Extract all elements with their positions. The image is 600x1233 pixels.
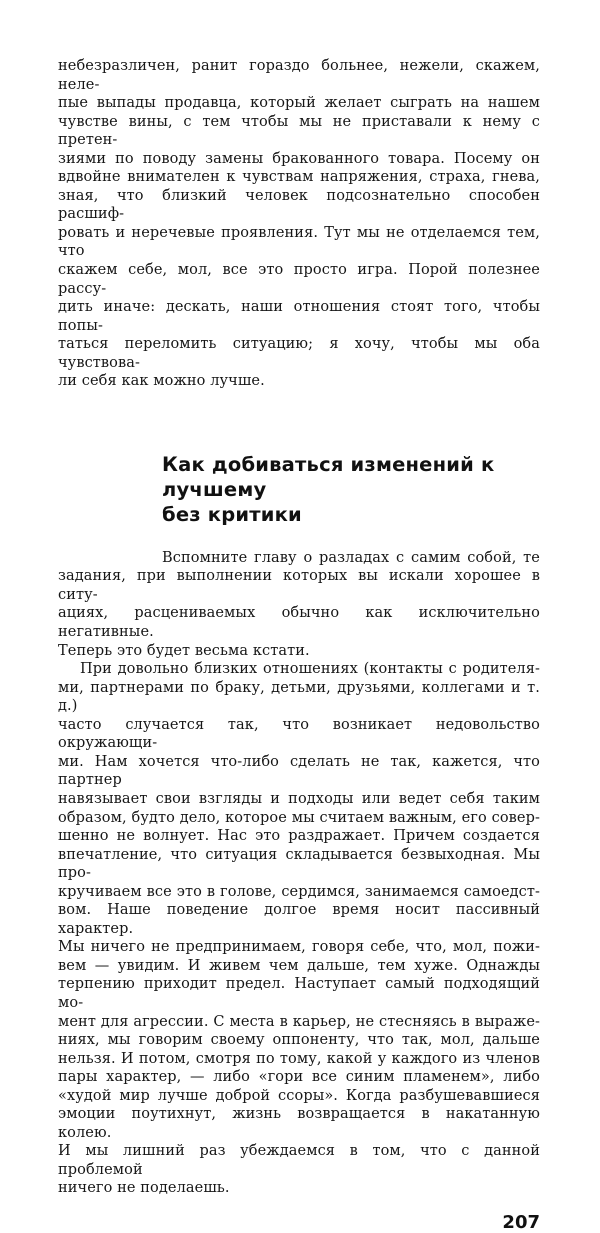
text-line: ациях, расцениваемых обычно как исключительно негативные. — [58, 605, 540, 641]
text-line: мент для агрессии. С места в карьер, не стесняясь в выраже- — [58, 1013, 540, 1030]
section-heading — [162, 452, 540, 527]
text-line: скажем себе, мол, все это просто игра. Порой полезнее рассу- — [58, 262, 540, 297]
page-number: 207 — [502, 1211, 540, 1233]
text-line: При довольно близких отношениях (контакты с родителя- — [80, 661, 540, 678]
text-line: образом, будто дело, которое мы считаем важным, его совер- — [58, 809, 540, 826]
text-line: задания, при выполнении которых вы искали хорошее в ситу- — [58, 568, 540, 603]
text-line: Теперь это будет весьма кстати. — [58, 642, 310, 659]
text-line: вем — увидим. И живем чем дальше, тем хуже. Однажды — [58, 957, 540, 974]
text-line: навязывает свои взгляды и подходы или ведет себя таким — [58, 790, 540, 807]
text-column — [58, 57, 540, 1233]
text-line: ли себя как можно лучше. — [58, 373, 265, 390]
text-line: вом. Наше поведение долгое время носит пассивный характер. — [58, 902, 540, 937]
text-line: шенно не волнует. Нас это раздражает. Причем создается — [58, 828, 540, 845]
text-line: терпению приходит предел. Наступает самый подходящий мо- — [58, 976, 540, 1011]
text-line: «худой мир лучше доброй ссоры». Когда разбушевавшиеся — [58, 1087, 540, 1104]
text-line: небезразличен, ранит гораздо больнее, нежели, скажем, неле- — [58, 58, 540, 93]
text-line: ми, партнерами по браку, детьми, друзьями, коллегами и т. д.) — [58, 679, 540, 715]
text-line: ниях, мы говорим своему оппоненту, что так, мол, дальше — [58, 1032, 540, 1049]
section-heading-line: без критики — [162, 502, 302, 526]
text-line: ровать и неречевые проявления. Тут мы не отделаемся тем, что — [58, 224, 540, 260]
text-line: Вспомните главу о разладах с самим собой, те — [162, 549, 540, 566]
text-line: кручиваем все это в голове, сердимся, занимаемся самоедст- — [58, 883, 540, 900]
text-line: вдвойне внимателен к чувствам напряжения, страха, гнева, — [58, 169, 540, 186]
text-line: пые выпады продавца, который желает сыграть на нашем — [58, 95, 540, 112]
text-line: впечатление, что ситуация складывается безвыходная. Мы про- — [58, 846, 540, 882]
section-heading-line: Как добиваться изменений к лучшему — [162, 452, 495, 501]
text-line: дить иначе: дескать, наши отношения стоят того, чтобы попы- — [58, 299, 540, 334]
text-line: нельзя. И потом, смотря по тому, какой у каждого из членов — [58, 1050, 540, 1067]
paragraph-intro-continuation — [58, 57, 540, 391]
text-line: И мы лишний раз убеждаемся в том, что с данной проблемой — [58, 1143, 540, 1178]
text-line: таться переломить ситуацию; я хочу, чтобы мы оба чувствова- — [58, 336, 540, 371]
text-line: ми. Нам хочется что-либо сделать не так, кажется, что партнер — [58, 753, 540, 789]
paragraph-2 — [58, 660, 540, 1198]
text-line: зная, что близкий человек подсознательно способен расшиф- — [58, 187, 540, 223]
text-line: Мы ничего не предпринимаем, говоря себе, что, мол, пожи- — [58, 939, 540, 956]
text-line: часто случается так, что возникает недовольство окружающи- — [58, 716, 540, 752]
text-line: зиями по поводу замены бракованного товара. Посему он — [58, 150, 540, 167]
text-line: эмоции поутихнут, жизнь возвращается в накатанную колею. — [58, 1106, 540, 1141]
text-line: ничего не поделаешь. — [58, 1180, 230, 1197]
text-line: чувстве вины, с тем чтобы мы не приставали к нему с претен- — [58, 113, 540, 149]
text-line: пары характер, — либо «гори все синим пламенем», либо — [58, 1069, 540, 1086]
paragraph-1 — [58, 549, 540, 660]
